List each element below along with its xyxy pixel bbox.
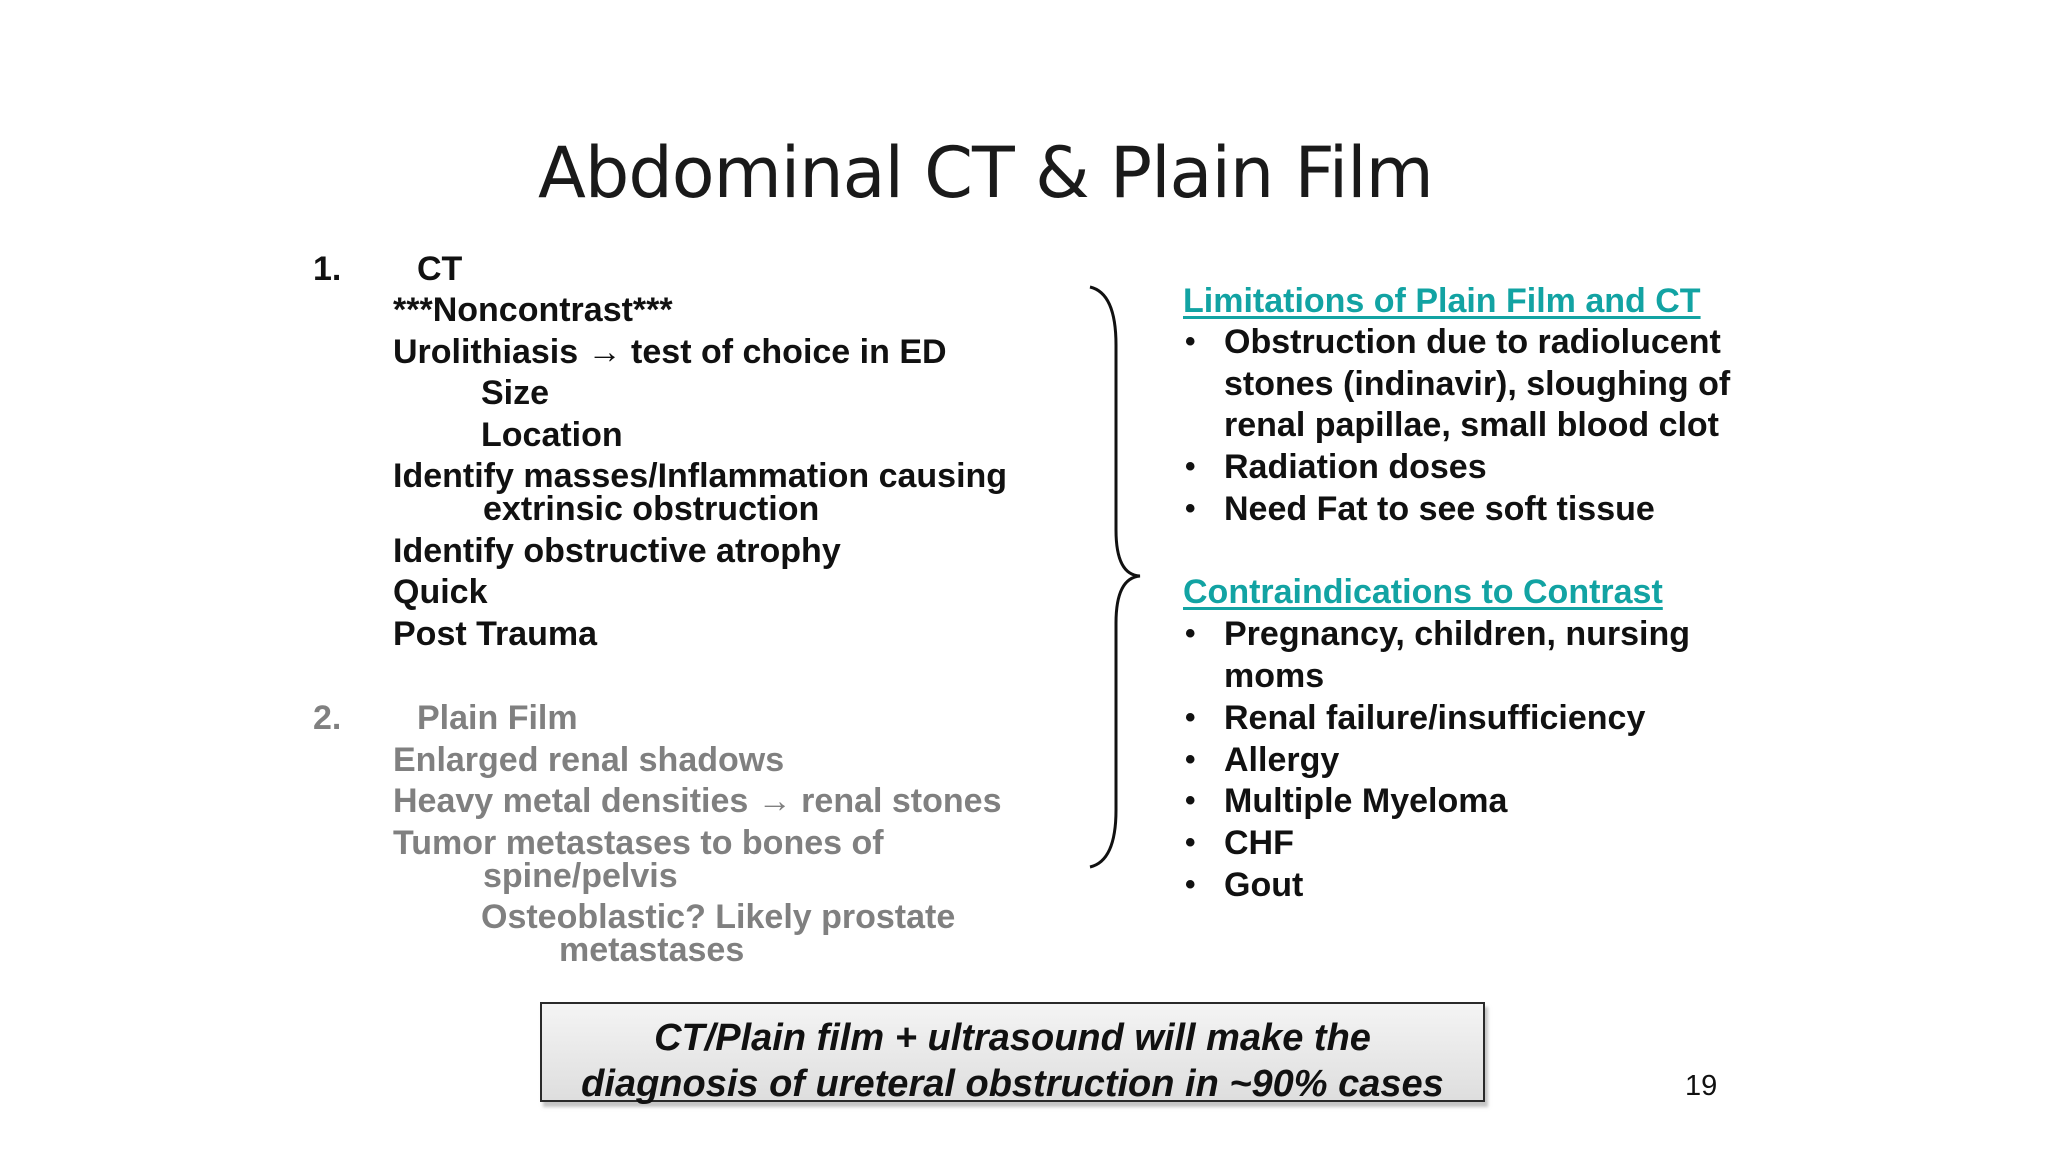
bullet-icon: • xyxy=(1185,492,1196,525)
contraindications-chf: CHF xyxy=(1224,824,1294,862)
section-number-ct: 1. xyxy=(313,250,342,288)
contraindications-moms: moms xyxy=(1224,657,1325,695)
curly-brace xyxy=(1082,285,1142,870)
page-number: 19 xyxy=(1685,1070,1718,1102)
contraindications-renal-failure: Renal failure/insufficiency xyxy=(1224,699,1646,737)
bullet-icon: • xyxy=(1185,868,1196,901)
contraindications-pregnancy: Pregnancy, children, nursing xyxy=(1224,615,1691,653)
plain-film-line-osteoblastic: Osteoblastic? Likely prostate xyxy=(481,898,956,936)
limitations-need-fat: Need Fat to see soft tissue xyxy=(1224,490,1655,528)
plain-film-line-renal-shadows: Enlarged renal shadows xyxy=(393,741,785,779)
bullet-icon: • xyxy=(1185,617,1196,650)
summary-line-1: CT/Plain film + ultrasound will make the xyxy=(654,1017,1371,1059)
slide-title: Abdominal CT & Plain Film xyxy=(538,132,1433,214)
summary-line-2: diagnosis of ureteral obstruction in ~90% cases xyxy=(581,1063,1444,1105)
limitations-line-1: Obstruction due to radiolucent xyxy=(1224,323,1721,361)
bullet-icon: • xyxy=(1185,743,1196,776)
limitations-radiation-doses: Radiation doses xyxy=(1224,448,1487,486)
plain-film-line-tumor-metastases: Tumor metastases to bones of xyxy=(393,824,884,862)
bullet-icon: • xyxy=(1185,784,1196,817)
ct-line-obstructive-atrophy: Identify obstructive atrophy xyxy=(393,532,841,570)
ct-line-location: Location xyxy=(481,416,623,454)
summary-box xyxy=(540,1002,1485,1105)
contraindications-heading: Contraindications to Contrast xyxy=(1183,573,1663,611)
contraindications-multiple-myeloma: Multiple Myeloma xyxy=(1224,782,1508,820)
ct-line-identify-masses: Identify masses/Inflammation causing xyxy=(393,457,1008,495)
section-heading-plain-film: Plain Film xyxy=(417,699,578,737)
ct-line-noncontrast: ***Noncontrast*** xyxy=(393,291,673,329)
section-number-plain-film: 2. xyxy=(313,699,342,737)
contraindications-gout: Gout xyxy=(1224,866,1304,904)
contraindications-allergy: Allergy xyxy=(1224,741,1340,779)
section-heading-ct: CT xyxy=(417,250,463,288)
plain-film-line-spine-pelvis: spine/pelvis xyxy=(483,857,678,895)
plain-film-line-metastases: metastases xyxy=(559,931,745,969)
limitations-heading: Limitations of Plain Film and CT xyxy=(1183,282,1701,320)
ct-line-quick: Quick xyxy=(393,573,488,611)
bullet-icon: • xyxy=(1185,325,1196,358)
limitations-line-3: renal papillae, small blood clot xyxy=(1224,406,1720,444)
bullet-icon: • xyxy=(1185,701,1196,734)
ct-line-extrinsic-obstruction: extrinsic obstruction xyxy=(483,490,820,528)
plain-film-line-heavy-metal: Heavy metal densities → renal stones xyxy=(393,782,1002,820)
ct-line-post-trauma: Post Trauma xyxy=(393,615,598,653)
limitations-line-2: stones (indinavir), sloughing of xyxy=(1224,365,1731,403)
ct-line-size: Size xyxy=(481,374,550,412)
ct-line-urolithiasis: Urolithiasis → test of choice in ED xyxy=(393,333,947,371)
bullet-icon: • xyxy=(1185,826,1196,859)
bullet-icon: • xyxy=(1185,450,1196,483)
